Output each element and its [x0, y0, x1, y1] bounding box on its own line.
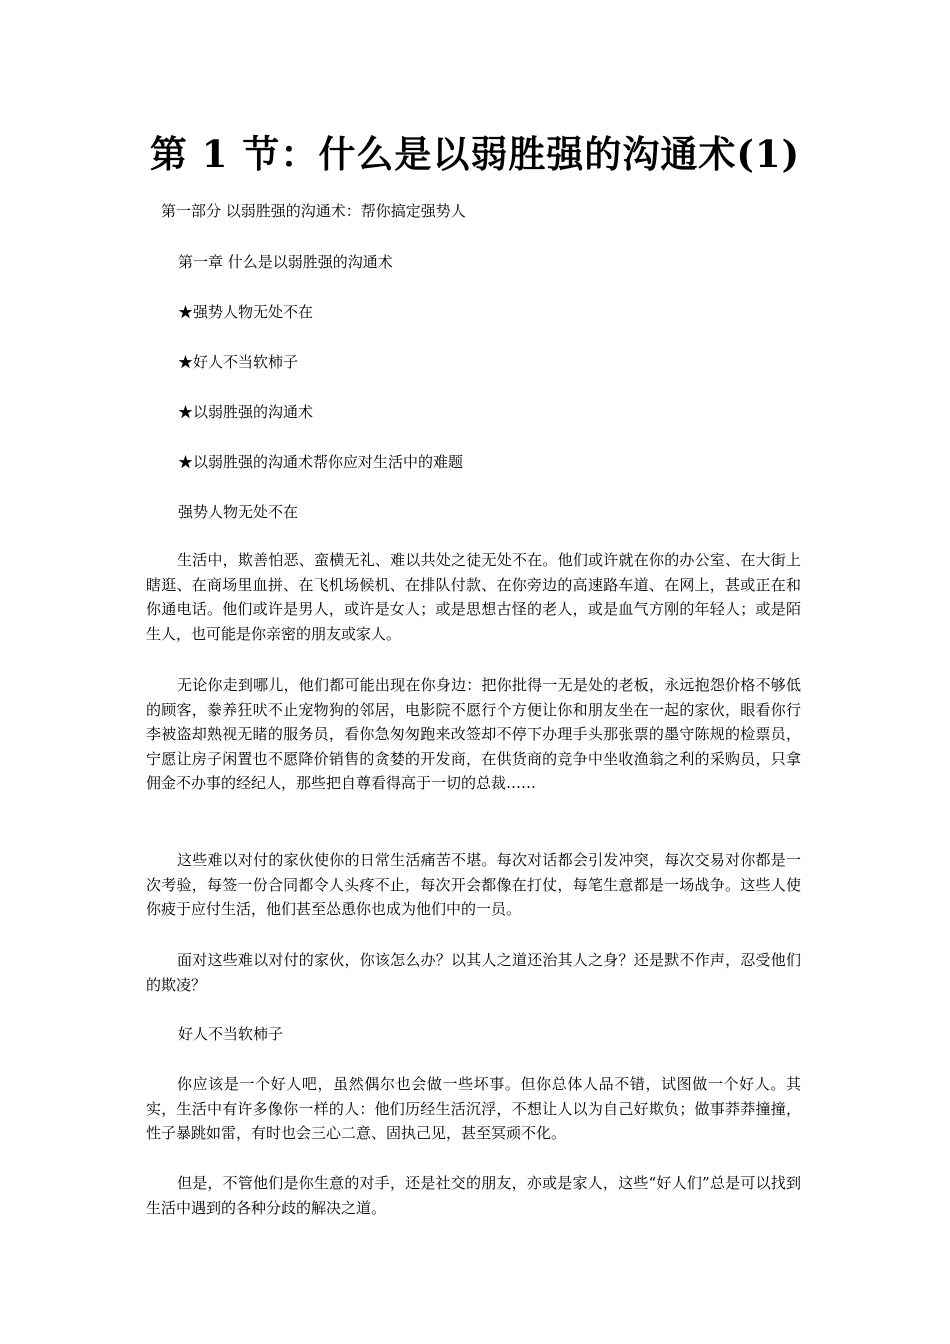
chapter-heading: 第一章 什么是以弱胜强的沟通术	[178, 253, 393, 271]
part-heading: 第一部分 以弱胜强的沟通术：帮你搞定强势人	[161, 202, 466, 220]
body-paragraph: 无论你走到哪儿，他们都可能出现在你身边：把你批得一无是处的老板，永远抱怨价格不够低的顾客，豢养狂吠不止宠物狗的邻居，电影院不愿行个方便让你和朋友坐在一起的家伙，眼看你行李被盗却熟视无睹的服务员，看你急匆匆跑来改签却不停下办理手头那张票的墨守陈规的检票员，宁愿让房子闲置也不愿降价销售的贪婪的开发商，在供货商的竞争中坐收渔翁之利的采购员，只拿佣金不办事的经纪人，那些把自尊看得高于一切的总裁……	[146, 676, 801, 792]
page-title: 第 1 节：什么是以弱胜强的沟通术(1)	[149, 132, 801, 176]
section-heading: 强势人物无处不在	[178, 503, 299, 521]
toc-item: ★强势人物无处不在	[178, 303, 314, 321]
body-paragraph: 生活中，欺善怕恶、蛮横无礼、难以共处之徒无处不在。他们或许就在你的办公室、在大街上瞎逛、在商场里血拼、在飞机场候机、在排队付款、在你旁边的高速路车道、在网上，甚或正在和你通电话。他们或许是男人，或许是女人；或是思想古怪的老人，或是血气方刚的年轻人；或是陌生人，也可能是你亲密的朋友或家人。	[146, 551, 801, 643]
body-paragraph: 这些难以对付的家伙使你的日常生活痛苦不堪。每次对话都会引发冲突，每次交易对你都是一次考验，每签一份合同都令人头疼不止，每次开会都像在打仗，每笔生意都是一场战争。这些人使你疲于应付生活，他们甚至怂恿你也成为他们中的一员。	[146, 851, 801, 918]
toc-item: ★以弱胜强的沟通术	[178, 403, 314, 421]
toc-item: ★以弱胜强的沟通术帮你应对生活中的难题	[178, 453, 464, 471]
toc-item: ★好人不当软柿子	[178, 353, 299, 371]
body-paragraph: 面对这些难以对付的家伙，你该怎么办？以其人之道还治其人之身？还是默不作声，忍受他们的欺凌？	[146, 951, 801, 994]
body-paragraph: 你应该是一个好人吧，虽然偶尔也会做一些坏事。但你总体人品不错，试图做一个好人。其实，生活中有许多像你一样的人：他们历经生活沉浮，不想让人以为自己好欺负；做事莽莽撞撞，性子暴跳如雷，有时也会三心二意、固执己见，甚至冥顽不化。	[146, 1075, 801, 1142]
section-heading: 好人不当软柿子	[178, 1025, 284, 1043]
body-paragraph: 但是，不管他们是你生意的对手，还是社交的朋友，亦或是家人，这些“好人们”总是可以找到生活中遇到的各种分歧的解决之道。	[146, 1174, 801, 1217]
